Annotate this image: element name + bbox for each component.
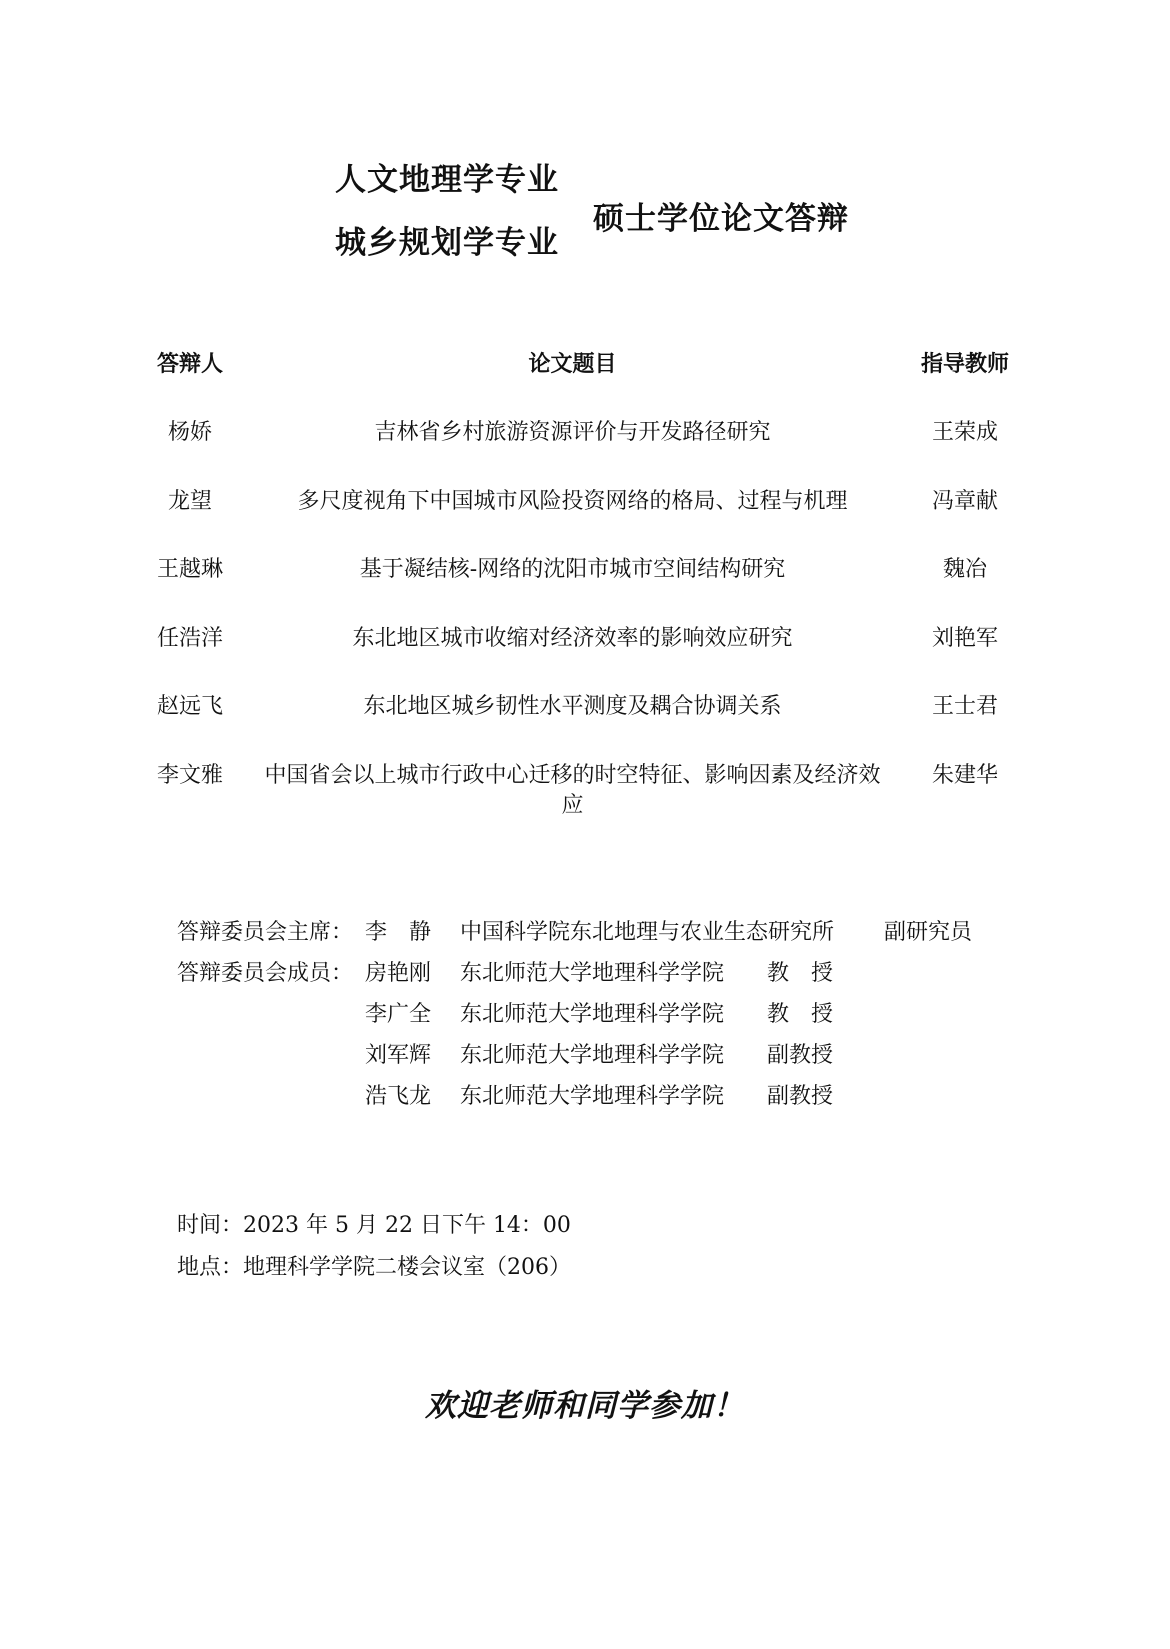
committee-member-row: [0, 1082, 1170, 1123]
committee-member-row: [0, 1000, 1170, 1041]
major-urban-rural-planning: 城乡规划学专业: [335, 225, 559, 261]
thesis-title: 多尺度视角下中国城市风险投资网络的格局、过程与机理: [297, 488, 848, 514]
table-row: [0, 624, 1170, 693]
major-humanities-geography: 人文地理学专业: [335, 162, 559, 198]
advisor-name: 王荣成: [931, 420, 998, 445]
defense-location: 地点：地理科学学院二楼会议室（206）: [177, 1255, 571, 1280]
committee-member-institution: 东北师范大学地理科学学院: [460, 961, 725, 986]
table-header-row: [0, 350, 1170, 418]
advisor-name: 朱建华: [931, 762, 998, 788]
table-row: [0, 487, 1170, 556]
thesis-title: 中国省会以上城市行政中心迁移的时空特征、影响因素及经济效应: [264, 762, 881, 818]
table-row: [0, 761, 1170, 851]
welcome-message: 欢迎老师和同学参加！: [425, 1388, 745, 1424]
defender-name: 杨娇: [167, 420, 212, 445]
committee-member-rank: 副教授: [767, 1084, 834, 1109]
thesis-title: 东北地区城乡韧性水平测度及耦合协调关系: [363, 694, 782, 719]
advisor-name: 刘艳军: [931, 625, 998, 651]
table-row: [0, 555, 1170, 624]
committee-member-institution: 东北师范大学地理科学学院: [460, 1043, 725, 1068]
committee-member-rank: 副教授: [767, 1043, 834, 1068]
advisor-name: 王士君: [931, 694, 998, 719]
defender-name: 赵远飞: [156, 694, 223, 719]
defender-name: 龙望: [167, 488, 212, 514]
table-row: [0, 692, 1170, 761]
committee-member-rank: 副研究员: [884, 920, 973, 945]
committee-chair-row: [0, 918, 1170, 959]
committee-member-name: 房艳刚: [365, 961, 432, 986]
committee-member-rank: 教 授: [767, 1002, 834, 1027]
defender-name: 任浩洋: [156, 625, 223, 651]
defender-name: 王越琳: [156, 557, 223, 582]
defense-committee: [0, 918, 1170, 1123]
committee-member-institution: 中国科学院东北地理与农业生态研究所: [460, 920, 835, 945]
committee-member-name: 浩飞龙: [365, 1084, 432, 1109]
thesis-title: 吉林省乡村旅游资源评价与开发路径研究: [374, 420, 771, 445]
table-row: [0, 418, 1170, 487]
committee-member-institution: 东北师范大学地理科学学院: [460, 1084, 725, 1109]
advisor-name: 冯章献: [931, 488, 998, 514]
advisor-name: 魏冶: [942, 557, 987, 582]
thesis-title: 东北地区城市收缩对经济效率的影响效应研究: [352, 625, 793, 651]
header-advisor: 指导教师: [920, 352, 1009, 377]
header-thesis-title: 论文题目: [528, 352, 617, 377]
committee-members-label: 答辩委员会成员：: [177, 961, 354, 986]
committee-member-name: 刘军辉: [365, 1043, 432, 1068]
committee-member-rank: 教 授: [767, 961, 834, 986]
page-title: 硕士学位论文答辩: [593, 201, 849, 237]
defense-schedule-table: [0, 350, 1170, 851]
header-defender: 答辩人: [156, 352, 223, 377]
thesis-title: 基于凝结核-网络的沈阳市城市空间结构研究: [359, 557, 786, 582]
committee-chair-label: 答辩委员会主席：: [177, 920, 354, 945]
committee-member-row: [0, 1041, 1170, 1082]
committee-member-name: 李 静: [365, 920, 432, 945]
committee-member-name: 李广全: [365, 1002, 432, 1027]
committee-member-row: [0, 959, 1170, 1000]
defender-name: 李文雅: [156, 762, 223, 788]
defense-time: 时间：2023 年 5 月 22 日下午 14：00: [177, 1213, 571, 1238]
committee-member-institution: 东北师范大学地理科学学院: [460, 1002, 725, 1027]
